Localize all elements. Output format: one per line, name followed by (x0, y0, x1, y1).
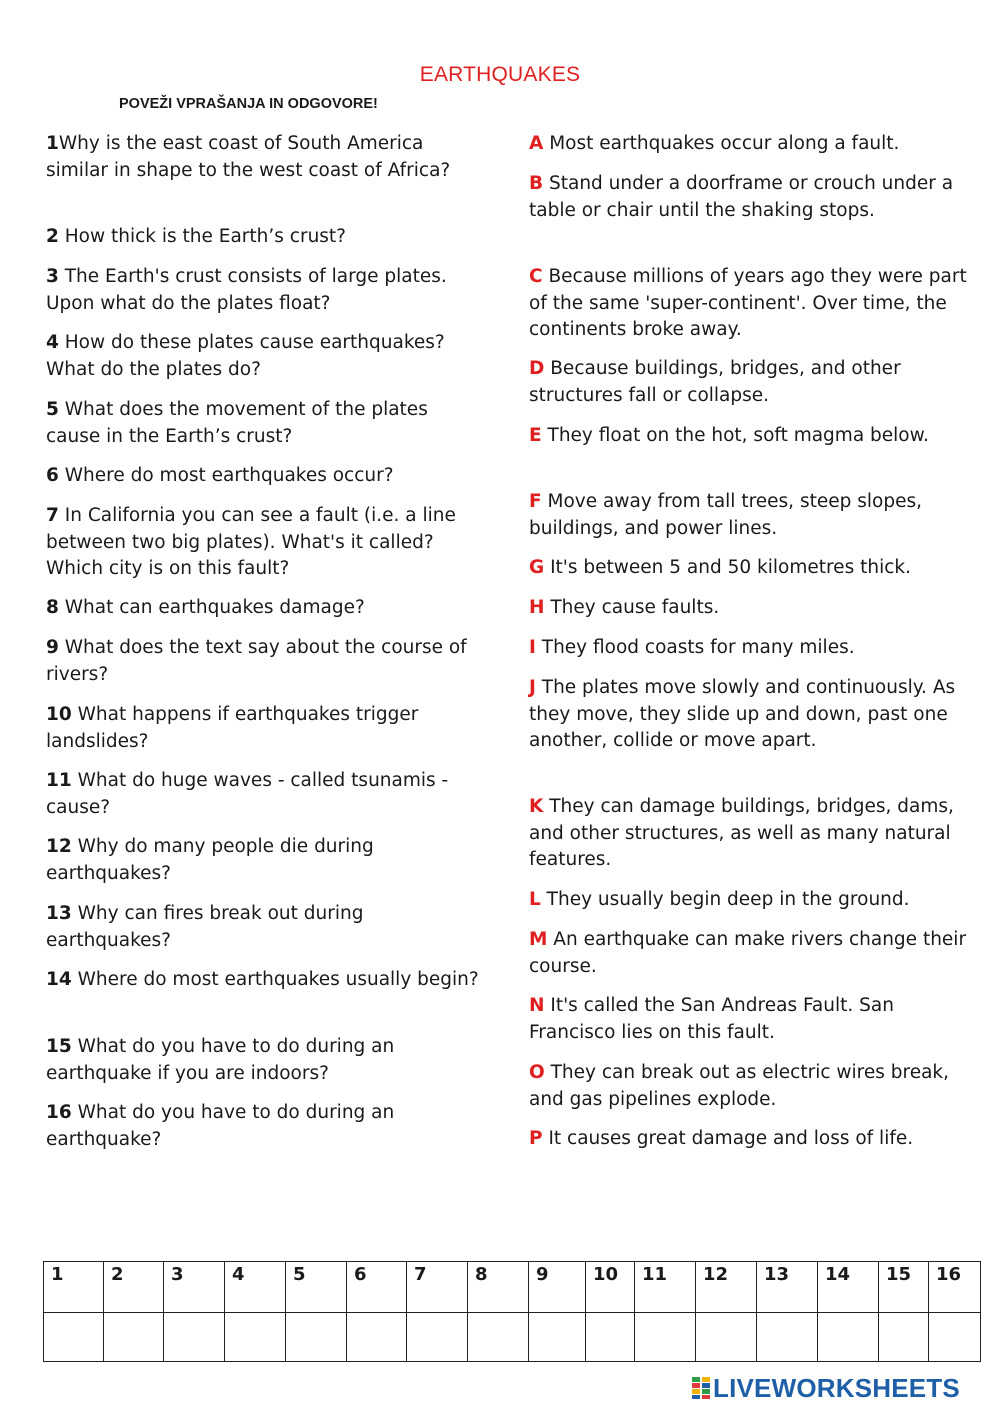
answer-text: They cause faults. (544, 597, 720, 618)
question-item (46, 834, 486, 887)
question-number: 16 (46, 1102, 72, 1123)
answer-letter: P (529, 1128, 543, 1149)
question-text: Where do most earthquakes usually begin? (71, 969, 479, 990)
answer-letter: K (529, 796, 544, 817)
question-number: 4 (46, 332, 59, 353)
answer-cell-14[interactable] (818, 1313, 879, 1362)
answer-letter: D (529, 358, 545, 379)
answer-table-header-cell: 2 (104, 1262, 164, 1313)
question-number: 6 (46, 465, 59, 486)
answer-cell-8[interactable] (468, 1313, 529, 1362)
answer-table-header-cell: 11 (635, 1262, 696, 1313)
question-item (46, 768, 486, 821)
answer-text: It's between 5 and 50 kilometres thick. (544, 557, 911, 578)
answer-letter: B (529, 173, 544, 194)
answer-letter: E (529, 425, 542, 446)
answer-letter: A (529, 133, 544, 154)
answer-item (529, 794, 969, 874)
answer-item (529, 264, 969, 344)
answer-item (529, 423, 969, 450)
answer-text: They can break out as electric wires break, and gas pipelines explode. (529, 1062, 950, 1110)
question-item (46, 397, 486, 450)
question-item (46, 967, 486, 994)
question-text: What can earthquakes damage? (58, 597, 365, 618)
answer-cell-2[interactable] (104, 1313, 164, 1362)
instructions: POVEŽI VPRAŠANJA IN ODGOVORE! (119, 96, 378, 112)
question-number: 9 (46, 637, 59, 658)
question-number: 3 (46, 266, 59, 287)
answer-cell-1[interactable] (44, 1313, 104, 1362)
answer-letter: G (529, 557, 545, 578)
answer-item (529, 131, 969, 158)
answer-item (529, 356, 969, 409)
question-number: 12 (46, 836, 72, 857)
answer-cell-16[interactable] (929, 1313, 981, 1362)
answer-text: Move away from tall trees, steep slopes, buildings, and power lines. (529, 491, 922, 539)
answer-item (529, 489, 969, 542)
answer-table-header-cell: 14 (818, 1262, 879, 1313)
question-item (46, 1100, 486, 1153)
logo-text: LIVEWORKSHEETS (713, 1372, 960, 1403)
answer-cell-3[interactable] (164, 1313, 225, 1362)
question-number: 5 (46, 399, 59, 420)
question-number: 11 (46, 770, 72, 791)
answer-cell-11[interactable] (635, 1313, 696, 1362)
answer-cell-10[interactable] (586, 1313, 635, 1362)
answer-table-header-cell: 8 (468, 1262, 529, 1313)
question-item (46, 1034, 486, 1087)
answer-letter: H (529, 597, 545, 618)
answer-text: The plates move slowly and continuously. As they move, they slide up and down, past one another, collide or move apart. (529, 677, 956, 751)
page-title: EARTHQUAKES (419, 63, 581, 86)
answer-cell-6[interactable] (347, 1313, 407, 1362)
question-text: How thick is the Earth’s crust? (58, 226, 347, 247)
question-text: In California you can see a fault (i.e. a line between two big plates). What's it called? Which city is on this fault? (46, 505, 456, 579)
answer-item (529, 993, 969, 1046)
answer-cell-9[interactable] (529, 1313, 586, 1362)
answer-item (529, 1126, 969, 1153)
question-item (46, 635, 486, 688)
answer-table-header-cell: 12 (696, 1262, 757, 1313)
answer-table (43, 1261, 981, 1362)
answer-letter: J (529, 677, 536, 698)
answer-table-header-row (44, 1262, 981, 1313)
answer-letter: F (529, 491, 542, 512)
answer-table-input-row (44, 1313, 981, 1362)
answer-item (529, 635, 969, 662)
question-item (46, 463, 486, 490)
answer-table-header-cell: 4 (225, 1262, 286, 1313)
answer-cell-13[interactable] (757, 1313, 818, 1362)
question-item (46, 330, 486, 383)
answer-item (529, 595, 969, 622)
question-number: 10 (46, 704, 72, 725)
answer-letter: O (529, 1062, 545, 1083)
answer-cell-12[interactable] (696, 1313, 757, 1362)
answer-table-header-cell: 13 (757, 1262, 818, 1313)
answer-table-header-cell: 10 (586, 1262, 635, 1313)
answer-table-header-cell: 15 (879, 1262, 929, 1313)
answer-text: They usually begin deep in the ground. (540, 889, 910, 910)
question-text: What do you have to do during an earthquake if you are indoors? (46, 1036, 395, 1084)
answer-text: They can damage buildings, bridges, dams, and other structures, as well as many natural features. (529, 796, 954, 870)
answer-text: Most earthquakes occur along a fault. (543, 133, 900, 154)
answer-table-header-cell: 9 (529, 1262, 586, 1313)
answer-letter: M (529, 929, 548, 950)
answer-cell-4[interactable] (225, 1313, 286, 1362)
question-item (46, 264, 486, 317)
answer-letter: N (529, 995, 545, 1016)
question-item (46, 702, 486, 755)
question-number: 14 (46, 969, 72, 990)
answer-text: They float on the hot, soft magma below. (541, 425, 929, 446)
question-text: What happens if earthquakes trigger landslides? (46, 704, 419, 752)
answer-item (529, 927, 969, 980)
answer-item (529, 675, 969, 755)
answer-letter: C (529, 266, 543, 287)
answer-cell-15[interactable] (879, 1313, 929, 1362)
question-number: 1 (46, 133, 59, 154)
question-text: What do you have to do during an earthquake? (46, 1102, 395, 1150)
question-item (46, 131, 486, 184)
answer-letter: L (529, 889, 541, 910)
answer-table-header-cell: 6 (347, 1262, 407, 1313)
answer-cell-7[interactable] (407, 1313, 468, 1362)
answer-text: Stand under a doorframe or crouch under a table or chair until the shaking stops. (529, 173, 954, 221)
question-text: How do these plates cause earthquakes? What do the plates do? (46, 332, 445, 380)
answer-table-header-cell: 16 (929, 1262, 981, 1313)
question-text: What does the text say about the course of rivers? (46, 637, 467, 685)
answer-text: Because millions of years ago they were part of the same 'super-continent'. Over time, the continents broke away. (529, 266, 967, 340)
answer-item (529, 887, 969, 914)
question-text: Why do many people die during earthquakes? (46, 836, 374, 884)
question-number: 7 (46, 505, 59, 526)
liveworksheets-logo (691, 1374, 960, 1402)
question-item (46, 503, 486, 583)
answer-table-header-cell: 3 (164, 1262, 225, 1313)
answer-text: They flood coasts for many miles. (535, 637, 855, 658)
answer-table-header-cell: 7 (407, 1262, 468, 1313)
question-text: Where do most earthquakes occur? (58, 465, 394, 486)
answer-text: It causes great damage and loss of life. (542, 1128, 914, 1149)
question-text: What do huge waves - called tsunamis - cause? (46, 770, 449, 818)
answer-table-header-cell: 1 (44, 1262, 104, 1313)
question-text: Why is the east coast of South America similar in shape to the west coast of Africa? (46, 133, 451, 181)
answer-cell-5[interactable] (286, 1313, 347, 1362)
answer-text: An earthquake can make rivers change their course. (529, 929, 967, 977)
liveworksheets-logo-icon (691, 1376, 711, 1400)
answer-letter: I (529, 637, 536, 658)
question-text: Why can fires break out during earthquakes? (46, 903, 364, 951)
question-number: 8 (46, 597, 59, 618)
question-text: What does the movement of the plates cause in the Earth’s crust? (46, 399, 428, 447)
answer-item (529, 171, 969, 224)
question-item (46, 901, 486, 954)
answer-item (529, 555, 969, 582)
answer-table-header-cell: 5 (286, 1262, 347, 1313)
question-number: 15 (46, 1036, 72, 1057)
answer-text: It's called the San Andreas Fault. San Francisco lies on this fault. (529, 995, 894, 1043)
question-item (46, 595, 486, 622)
answer-text: Because buildings, bridges, and other structures fall or collapse. (529, 358, 901, 406)
answer-item (529, 1060, 969, 1113)
question-number: 13 (46, 903, 72, 924)
question-text: The Earth's crust consists of large plates. Upon what do the plates float? (46, 266, 447, 314)
question-item (46, 224, 486, 251)
question-number: 2 (46, 226, 59, 247)
